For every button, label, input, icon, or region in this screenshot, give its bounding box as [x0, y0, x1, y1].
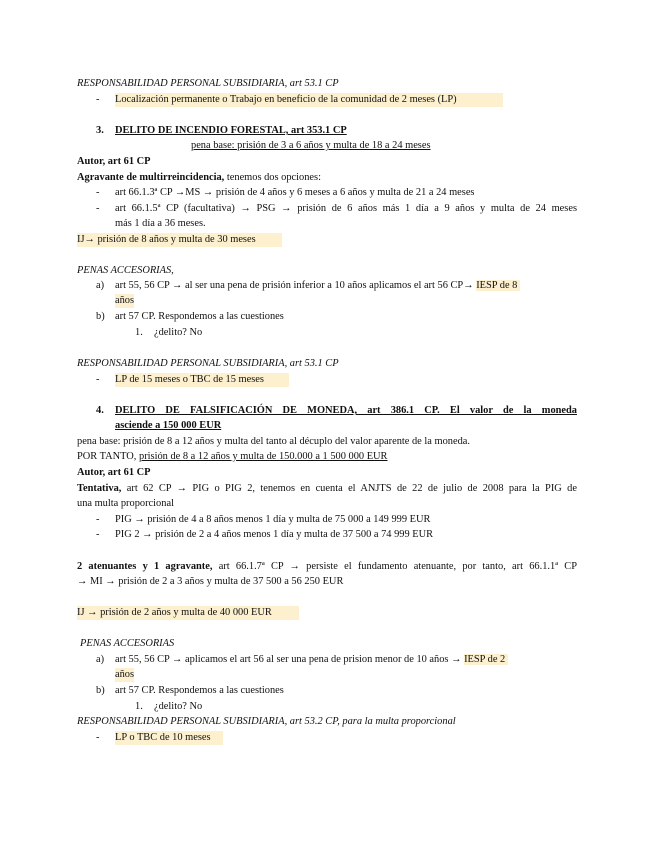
tentativa-label: Tentativa, — [77, 483, 122, 494]
penas-accesorias-heading: PENAS ACCESORIAS — [80, 638, 175, 649]
question-number: 1. — [135, 701, 143, 712]
question-text: ¿delito? No — [154, 701, 203, 712]
atenuantes-text: art 66.1.7ª CP → persiste el fundamento atenuante, por tanto, art 66.1.1ª CP — [212, 561, 577, 572]
list-dash: - — [96, 203, 100, 214]
list-label-b: b) — [96, 685, 105, 696]
list-dash: - — [96, 374, 100, 385]
responsabilidad-item: LP de 15 meses o TBC de 15 meses — [115, 373, 289, 387]
penas-a-body: art 55, 56 CP → al ser una pena de prisión inferior a 10 años aplicamos el art 56 CP→ — [115, 280, 477, 291]
tentativa-text: art 62 CP → PIG o PIG 2, tenemos en cuenta el ANJTS de 22 de julio de 2008 para la PIG de — [121, 483, 577, 494]
penas-a-highlight-cont: años — [115, 295, 135, 306]
section-title: DELITO DE INCENDIO FORESTAL, art 353.1 CP — [115, 125, 347, 136]
responsabilidad-heading: RESPONSABILIDAD PERSONAL SUBSIDIARIA, art 53.2 CP, para la multa proporcional — [77, 716, 456, 727]
list-dash: - — [96, 94, 100, 105]
responsabilidad-item: LP o TBC de 10 meses — [115, 731, 223, 745]
penas-b-text: art 57 CP. Respondemos a las cuestiones — [115, 685, 284, 696]
agravante-text: tenemos dos opciones: — [224, 172, 321, 183]
responsabilidad-heading: RESPONSABILIDAD PERSONAL SUBSIDIARIA, art 53.1 CP — [77, 358, 339, 369]
option-2-line2: más 1 día a 36 meses. — [115, 218, 206, 229]
por-tanto-line — [77, 450, 388, 464]
responsabilidad-heading: RESPONSABILIDAD PERSONAL SUBSIDIARIA, art 53.1 CP — [77, 78, 339, 89]
section-title-line2: asciende a 150 000 EUR — [115, 420, 222, 431]
penas-a-text — [115, 279, 520, 293]
pig-option-2: PIG 2 → prisión de 2 a 4 años menos 1 día y multa de 37 500 a 74 999 EUR — [115, 529, 434, 540]
ij-result: IJ→ prisión de 8 años y multa de 30 meses — [77, 233, 282, 247]
penas-a-highlight: IESP de 2 — [464, 654, 508, 665]
list-dash: - — [96, 732, 100, 743]
penas-a-highlight-cont: años — [115, 669, 135, 680]
list-dash: - — [96, 187, 100, 198]
tentativa-line2: una multa proporcional — [77, 498, 174, 509]
list-label-a: a) — [96, 280, 105, 291]
penas-a-highlight: IESP de 8 — [476, 280, 520, 291]
question-text: ¿delito? No — [154, 327, 203, 338]
question-number: 1. — [135, 327, 143, 338]
tentativa-line1 — [77, 482, 577, 496]
penas-accesorias-heading: PENAS ACCESORIAS, — [77, 265, 174, 276]
option-2-line1: art 66.1.5ª CP (facultativa) → PSG → prisión de 6 años más 1 día a 9 años y multa de 24 meses — [115, 203, 577, 214]
por-tanto-label: POR TANTO, — [77, 451, 140, 462]
list-dash: - — [96, 514, 100, 525]
section-title-line1: DELITO DE FALSIFICACIÓN DE MONEDA, art 386.1 CP. El valor de la moneda — [115, 405, 577, 416]
list-label-b: b) — [96, 311, 105, 322]
ij-result: IJ → prisión de 2 años y multa de 40 000 EUR — [77, 606, 299, 620]
pig-option-1: PIG → prisión de 4 a 8 años menos 1 día y multa de 75 000 a 149 999 EUR — [115, 514, 431, 525]
penas-a-body: art 55, 56 CP → aplicamos el art 56 al ser una pena de prision menor de 10 años → — [115, 654, 465, 665]
section-number: 4. — [96, 405, 104, 416]
agravante-line — [77, 171, 321, 185]
responsabilidad-item: Localización permanente o Trabajo en beneficio de la comunidad de 2 meses (LP) — [115, 93, 503, 107]
agravante-label: Agravante de multirreincidencia, — [77, 172, 225, 183]
option-1: art 66.1.3ª CP →MS → prisión de 4 años y 6 meses a 6 años y multa de 21 a 24 meses — [115, 187, 475, 198]
section-number: 3. — [96, 125, 104, 136]
penas-a-text — [115, 653, 508, 667]
pena-base: pena base: prisión de 8 a 12 años y multa del tanto al décuplo del valor aparente de la moneda. — [77, 436, 470, 447]
atenuantes-line2: → MI → prisión de 2 a 3 años y multa de 37 500 a 56 250 EUR — [77, 576, 344, 587]
list-label-a: a) — [96, 654, 105, 665]
atenuantes-label: 2 atenuantes y 1 agravante, — [77, 561, 213, 572]
atenuantes-line1 — [77, 560, 577, 574]
autor-label: Autor, art 61 CP — [77, 156, 151, 167]
autor-label: Autor, art 61 CP — [77, 467, 151, 478]
list-dash: - — [96, 529, 100, 540]
por-tanto-text: prisión de 8 a 12 años y multa de 150.000 a 1 500 000 EUR — [139, 451, 388, 462]
penas-b-text: art 57 CP. Respondemos a las cuestiones — [115, 311, 284, 322]
pena-base: pena base: prisión de 3 a 6 años y multa de 18 a 24 meses — [191, 140, 431, 151]
